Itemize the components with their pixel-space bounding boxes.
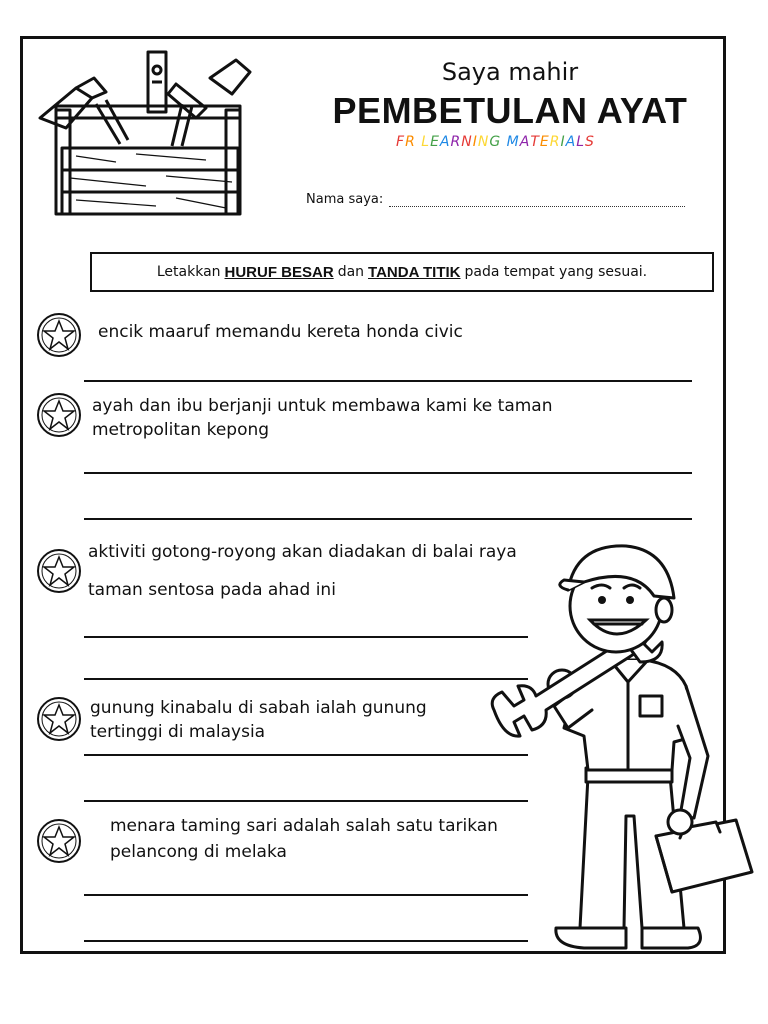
name-label: Nama saya: [306, 192, 384, 207]
answer-line[interactable] [84, 380, 692, 382]
question-text: aktiviti gotong-royong akan diadakan di balai raya [88, 542, 517, 562]
answer-line[interactable] [84, 800, 528, 802]
question-text-2: taman sentosa pada ahad ini [88, 580, 336, 600]
star-badge-icon [36, 696, 82, 742]
star-badge-icon [36, 392, 82, 438]
answer-line[interactable] [84, 894, 528, 896]
worksheet-title: PEMBETULAN AYAT [332, 90, 688, 131]
answer-line[interactable] [84, 754, 528, 756]
brand-label: FR LEARNING MATERIALS [396, 134, 595, 150]
instruction-bold-1: HURUF BESAR [224, 263, 334, 281]
answer-line[interactable] [84, 472, 692, 474]
instruction-post: pada tempat yang sesuai. [464, 264, 648, 280]
name-dotted-line[interactable] [389, 194, 685, 207]
worker-icon [484, 536, 760, 956]
question-text: ayah dan ibu berjanji untuk membawa kami ke taman [92, 396, 553, 416]
star-badge-icon [36, 312, 82, 358]
instruction-box [90, 252, 714, 292]
instruction-bold-2: TANDA TITIK [368, 263, 461, 281]
answer-line[interactable] [84, 518, 692, 520]
answer-line[interactable] [84, 636, 528, 638]
toolbox-icon [36, 48, 256, 220]
question-text-2: tertinggi di malaysia [90, 722, 266, 742]
question-text: encik maaruf memandu kereta honda civic [98, 322, 463, 342]
answer-line[interactable] [84, 940, 528, 942]
instruction-mid: dan [337, 264, 365, 280]
instruction-pre: Letakkan [156, 264, 221, 280]
name-field[interactable] [306, 192, 685, 207]
star-badge-icon [36, 548, 82, 594]
question-text-2: pelancong di melaka [110, 842, 287, 862]
star-badge-icon [36, 818, 82, 864]
question-text: menara taming sari adalah salah satu tarikan [110, 816, 498, 836]
worksheet-subtitle: Saya mahir [441, 58, 579, 86]
question-text: gunung kinabalu di sabah ialah gunung [90, 698, 427, 718]
question-text-2: metropolitan kepong [92, 420, 270, 440]
answer-line[interactable] [84, 678, 528, 680]
